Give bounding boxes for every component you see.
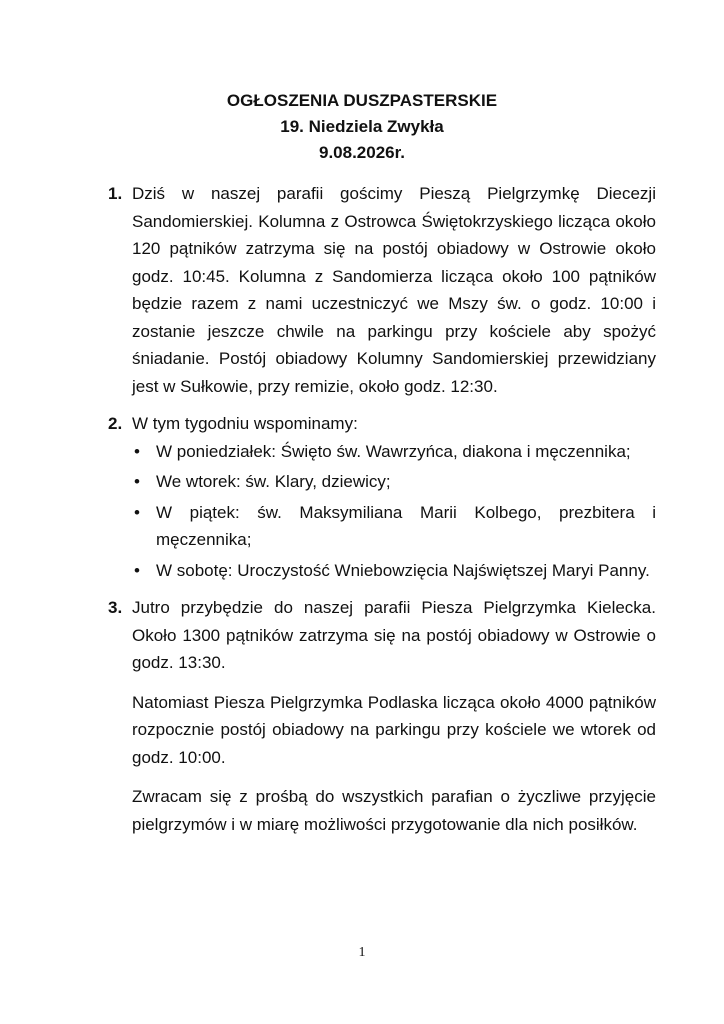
item-number: 2. — [108, 414, 123, 433]
item-number: 3. — [108, 598, 123, 617]
list-item — [132, 438, 656, 466]
item-paragraph: Jutro przybędzie do naszej parafii Piesza Pielgrzymka Kielecka. Około 1300 pątników zatrzyma się na postój obiadowy w Ostrowie o godz. 13:30. — [132, 598, 656, 672]
item-paragraph: Natomiast Piesza Pielgrzymka Podlaska licząca około 4000 pątników rozpocznie postój obiadowy na parkingu przy kościele we wtorek od godz. 10:00. — [132, 692, 656, 767]
list-item-text: W piątek: św. Maksymiliana Marii Kolbego, prezbitera i męczennika; — [156, 502, 656, 549]
item-paragraph: Zwracam się z prośbą do wszystkich parafian o życzliwe przyjęcie pielgrzymów i w miarę możliwości przygotowanie dla nich posiłków. — [132, 787, 656, 834]
document-header — [0, 88, 724, 166]
document-date: 9.08.2026r. — [318, 143, 406, 162]
list-item — [132, 557, 656, 585]
item-number: 1. — [108, 184, 123, 203]
item-text: Dziś w naszej parafii gościmy Pieszą Pielgrzymkę Diecezji Sandomierskiej. Kolumna z Ostrowca Świętokrzyskiego licząca około 120 pątników zatrzyma się na postój obiadowy w Ostrowie około godz. 10:45. Kolumna z Sandomierza licząca około 100 pątników będzie razem z nami uczestniczyć we Mszy św. o godz. 10:00 i zostanie jeszcze chwile na parkingu przy kościele aby spożyć śniadanie. Postój obiadowy Kolumny Sandomierskiej przewidziany jest w Sułkowie, przy remizie, około godz. 12:30. — [132, 184, 656, 396]
item-intro: W tym tygodniu wspominamy: — [132, 414, 358, 433]
feast-list — [132, 438, 656, 585]
list-item-text: We wtorek: św. Klary, dziewicy; — [156, 472, 391, 491]
list-item — [132, 499, 656, 554]
page-number: 1 — [358, 945, 366, 960]
document-subtitle: 19. Niedziela Zwykła — [280, 117, 444, 136]
announcement-item-2 — [108, 410, 656, 584]
announcement-list — [108, 180, 656, 850]
announcement-item-1 — [108, 180, 656, 400]
bullet-icon: • — [134, 472, 140, 491]
document-title: OGŁOSZENIA DUSZPASTERSKIE — [226, 91, 498, 110]
list-item-text: W poniedziałek: Święto św. Wawrzyńca, diakona i męczennika; — [156, 441, 631, 461]
bullet-icon: • — [134, 560, 140, 580]
list-item — [132, 468, 656, 496]
list-item-text: W sobotę: Uroczystość Wniebowzięcia Najświętszej Maryi Panny. — [156, 560, 650, 580]
bullet-icon: • — [134, 502, 140, 522]
bullet-icon: • — [134, 441, 140, 461]
announcement-item-3 — [108, 594, 656, 838]
